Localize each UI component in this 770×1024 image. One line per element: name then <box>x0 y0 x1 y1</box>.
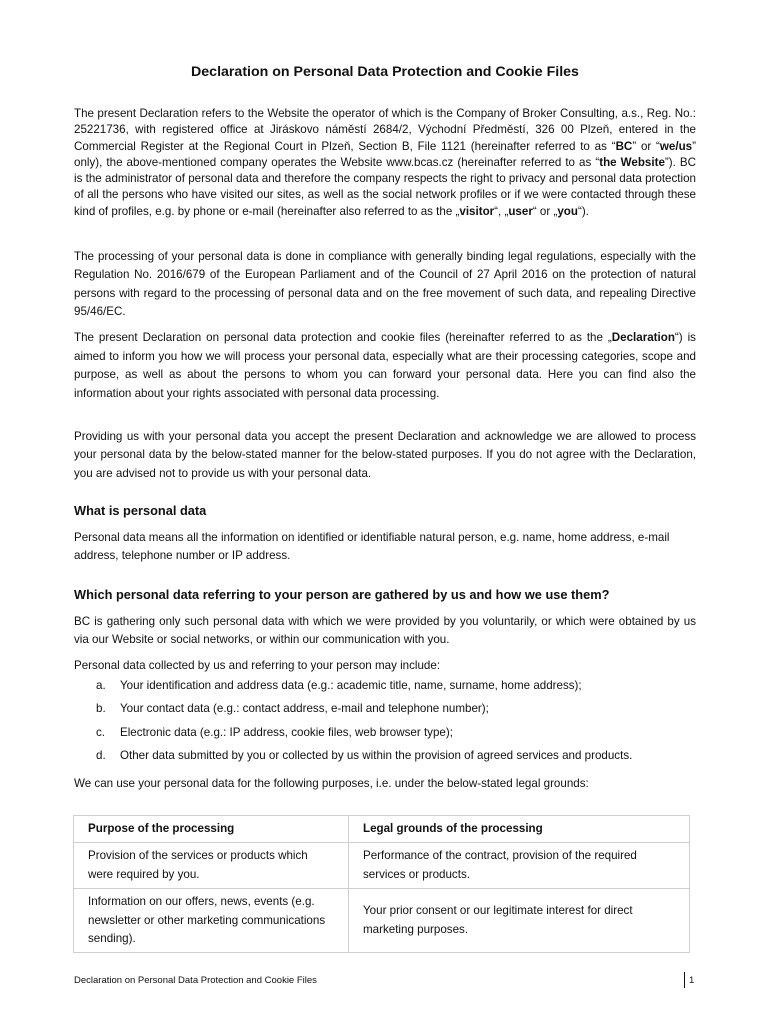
section-heading-personal-data: What is personal data <box>74 503 207 518</box>
table-row <box>74 889 690 953</box>
term-you: you <box>557 204 578 218</box>
declaration-purpose-paragraph <box>74 329 696 403</box>
term-visitor: visitor <box>459 204 495 218</box>
list-item-text: Your contact data (e.g.: contact address, e-mail and telephone number); <box>120 702 489 716</box>
list-item <box>96 724 696 747</box>
text-run: ” or “ <box>632 139 660 153</box>
table-header-row <box>74 816 690 843</box>
list-marker: d. <box>96 748 106 762</box>
list-item <box>96 700 696 723</box>
text-run: “ or „ <box>532 204 558 218</box>
table-header: Legal grounds of the processing <box>349 816 690 843</box>
list-item <box>96 677 696 700</box>
table-row <box>74 843 690 889</box>
list-item <box>96 747 696 770</box>
document-title: Declaration on Personal Data Protection and Cookie Files <box>191 64 579 80</box>
term-we-us: we/us <box>659 139 693 153</box>
intro-paragraph <box>74 106 696 220</box>
gathering-paragraph: BC is gathering only such personal data with which we were provided by you voluntarily, or which were obtained by us via our Website or social networks, or within our communication with you. <box>74 615 696 647</box>
list-marker: a. <box>96 679 106 692</box>
term-website: the Website <box>599 155 665 169</box>
page-number: 1 <box>689 975 695 986</box>
regulation-paragraph: The processing of your personal data is done in compliance with generally binding legal regulations, especially with the Regulation No. 2016/679 of the European Parliament and of the Council of 27 April 2016 on the protection of natural persons with regard to the processing of personal data and on the free movement of such data, and repealing Directive 95/46/EC. <box>74 250 696 319</box>
list-item-text: Your identification and address data (e.g.: academic title, name, surname, home address); <box>120 679 582 692</box>
collected-data-list <box>96 677 696 770</box>
acceptance-paragraph: Providing us with your personal data you accept the present Declaration and acknowledge we are allowed to process your personal data by the below-stated manner for the below-stated purposes. If you do not agree with the Declaration, you are advised not to provide us with your personal data. <box>74 430 696 480</box>
text-run: The present Declaration on personal data protection and cookie files (hereinafter referred to as the „ <box>74 331 612 344</box>
list-marker: b. <box>96 702 106 716</box>
text-run: “) is aimed to inform you how we will process your personal data, especially what are their processing categories, scope and purpose, as well as about the persons to whom you can forward your personal data. Here you can find also the information about your rights associated with personal data processing. <box>74 331 696 400</box>
text-run: ”). BC is the administrator of personal data and therefore the company respects the right to privacy and personal data protection of all the persons who have visited our sites, as well as the social network profiles or if we were contacted through these kind of profiles, e.g. by phone or e-mail (hereinafter also referred to as the „ <box>74 155 696 218</box>
table-cell: Your prior consent or our legitimate interest for direct marketing purposes. <box>349 889 690 953</box>
term-declaration: Declaration <box>611 331 675 344</box>
table-header: Purpose of the processing <box>74 816 349 843</box>
text-run: “). <box>577 204 589 218</box>
table-cell: Information on our offers, news, events (e.g. newsletter or other marketing communications sending). <box>74 889 349 953</box>
list-marker: c. <box>96 725 106 739</box>
text-run: ” only), the above-mentioned company operates the Website www.bcas.cz (hereinafter referred to as “ <box>74 139 696 169</box>
list-item-text: Other data submitted by you or collected by us within the provision of agreed services and products. <box>120 748 633 762</box>
section-heading-gathered-data: Which personal data referring to your person are gathered by us and how we use them? <box>74 587 610 602</box>
footer-title: Declaration on Personal Data Protection and Cookie Files <box>74 975 317 986</box>
text-run: The present Declaration refers to the Website the operator of which is the Company of Broker Consulting, a.s., Reg. No.: 25221736, with registered office at Jiráskovo náměstí 2684/2, Východní Předměstí, 326 00 Plzeň, entered in the Commercial Register at the Regional Court in Plzeň, Section B, File 1121 (hereinafter referred to as “ <box>74 107 696 153</box>
table-cell: Provision of the services or products which were required by you. <box>74 843 349 889</box>
text-run: “, „ <box>494 204 509 218</box>
purposes-table <box>73 815 690 953</box>
page-number-divider <box>684 972 685 988</box>
list-item-text: Electronic data (e.g.: IP address, cookie files, web browser type); <box>120 725 453 739</box>
term-bc: BC <box>615 139 633 153</box>
term-user: user <box>508 204 533 218</box>
personal-data-definition: Personal data means all the information on identified or identifiable natural person, e.g. name, home address, e-mail address, telephone number or IP address. <box>74 531 670 563</box>
purposes-intro: We can use your personal data for the following purposes, i.e. under the below-stated legal grounds: <box>74 777 589 790</box>
collected-data-intro: Personal data collected by us and referring to your person may include: <box>74 659 441 672</box>
table-cell: Performance of the contract, provision of the required services or products. <box>349 843 690 889</box>
